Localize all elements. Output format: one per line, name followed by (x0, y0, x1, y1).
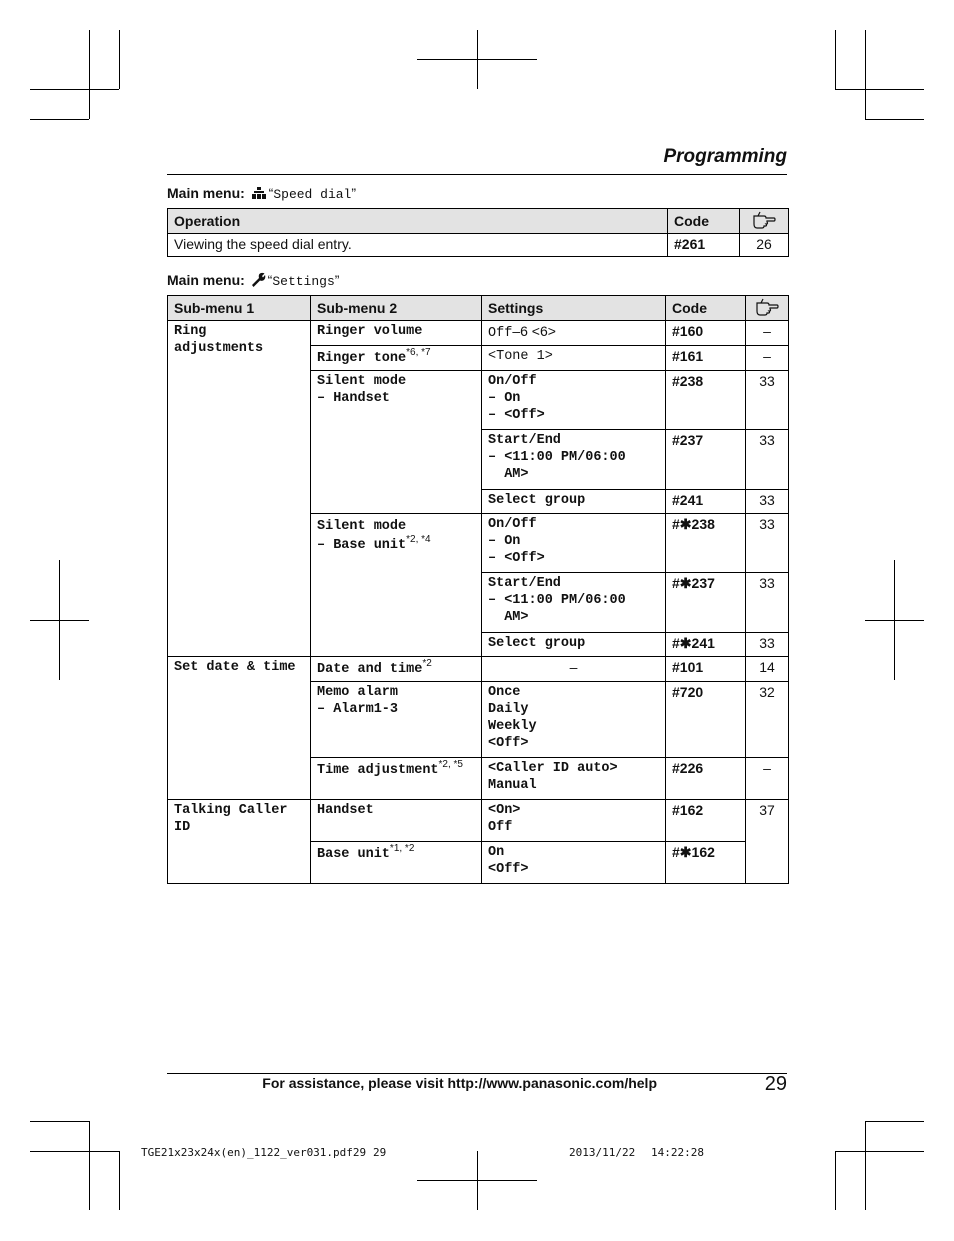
asterisk-icon: ✱ (679, 635, 692, 651)
table-row: Select group #241 33 (168, 490, 789, 514)
table-header-row: Sub-menu 1 Sub-menu 2 Settings Code (168, 296, 789, 321)
table-row: Time adjustment$^{*2, *5}$ <Caller ID auto> Manual #226 – (168, 758, 789, 800)
table-row: Silent mode – Base unit$^{*2, *4}$ On/Off – On – <Off> #✱238 33 (168, 514, 789, 573)
print-file: TGE21x23x24x(en)_1122_ver031.pdf29 (141, 1146, 367, 1159)
pointing-hand-icon (752, 216, 776, 232)
crop-mark (865, 1121, 866, 1210)
print-time: 14:22:28 (651, 1146, 704, 1159)
crop-mark (835, 1151, 924, 1152)
table-row: Ring adjustments Ringer volume Off–6 <6> #160 – (168, 321, 789, 346)
footer-rule (167, 1073, 787, 1074)
crop-mark (865, 620, 924, 621)
speed-dial-table (167, 208, 789, 257)
crop-mark (30, 119, 89, 120)
table-header-row (168, 209, 789, 234)
crop-mark (835, 89, 924, 90)
crop-mark (89, 30, 90, 119)
asterisk-icon: ✱ (679, 516, 692, 532)
crop-mark (417, 1180, 537, 1181)
table-row: Select group #✱241 33 (168, 633, 789, 657)
table-row: Viewing the speed dial entry. #261 26 (168, 234, 789, 257)
header-code: Code (668, 209, 740, 234)
crop-mark (30, 620, 89, 621)
menu-heading-settings: Main menu: “Settings” (167, 272, 340, 289)
crop-mark (30, 89, 119, 90)
asterisk-icon: ✱ (679, 575, 692, 591)
settings-table (167, 295, 789, 884)
crop-mark (865, 1121, 924, 1122)
crop-mark (865, 30, 866, 119)
table-row: Base unit$^{*1, *2}$ On <Off> #✱162 (168, 842, 789, 884)
submenu1-ring-adjustments: Ring adjustments (168, 321, 311, 657)
page-number: 29 (764, 1073, 787, 1095)
table-row: Talking Caller ID Handset <On> Off #162 37 (168, 800, 789, 842)
assistance-text: For assistance, please visit http://www.panasonic.com/help (262, 1075, 657, 1091)
menu-heading-speed-dial: Main menu: “Speed dial” (167, 185, 357, 202)
table-row: Start/End – <11:00 PM/06:00 AM> #237 33 (168, 430, 789, 490)
header-page-ref (740, 209, 789, 234)
table-row: Silent mode – Handset On/Off – On – <Off> #238 33 (168, 371, 789, 430)
print-date: 2013/11/22 (569, 1146, 636, 1159)
crop-mark (89, 1121, 90, 1210)
submenu1-talking-caller-id: Talking Caller ID (168, 800, 311, 884)
table-row: Start/End – <11:00 PM/06:00 AM> #✱237 33 (168, 573, 789, 633)
crop-mark (835, 1151, 836, 1210)
wrench-icon (251, 272, 266, 290)
submenu1-set-date-time: Set date & time (168, 657, 311, 800)
crop-mark (417, 59, 537, 60)
table-row: Memo alarm – Alarm1-3 Once Daily Weekly <Off> #720 32 (168, 682, 789, 758)
crop-mark (30, 1121, 89, 1122)
header-operation: Operation (168, 209, 668, 234)
crop-mark (119, 1151, 120, 1210)
crop-mark (30, 1151, 119, 1152)
print-sheet: 29 (373, 1146, 387, 1159)
speed-dial-icon (251, 187, 267, 203)
crop-mark (865, 119, 924, 120)
crop-mark (119, 30, 120, 89)
header-page-ref (746, 296, 789, 321)
pointing-hand-icon (755, 303, 779, 319)
page-title: Programming (663, 146, 787, 167)
crop-mark (835, 30, 836, 89)
header-rule (167, 174, 787, 175)
table-row: Set date & time Date and time$^{*2}$ – #101 14 (168, 657, 789, 682)
asterisk-icon: ✱ (679, 844, 692, 860)
table-row: Ringer tone$^{*6, *7}$ <Tone 1> #161 – (168, 346, 789, 371)
